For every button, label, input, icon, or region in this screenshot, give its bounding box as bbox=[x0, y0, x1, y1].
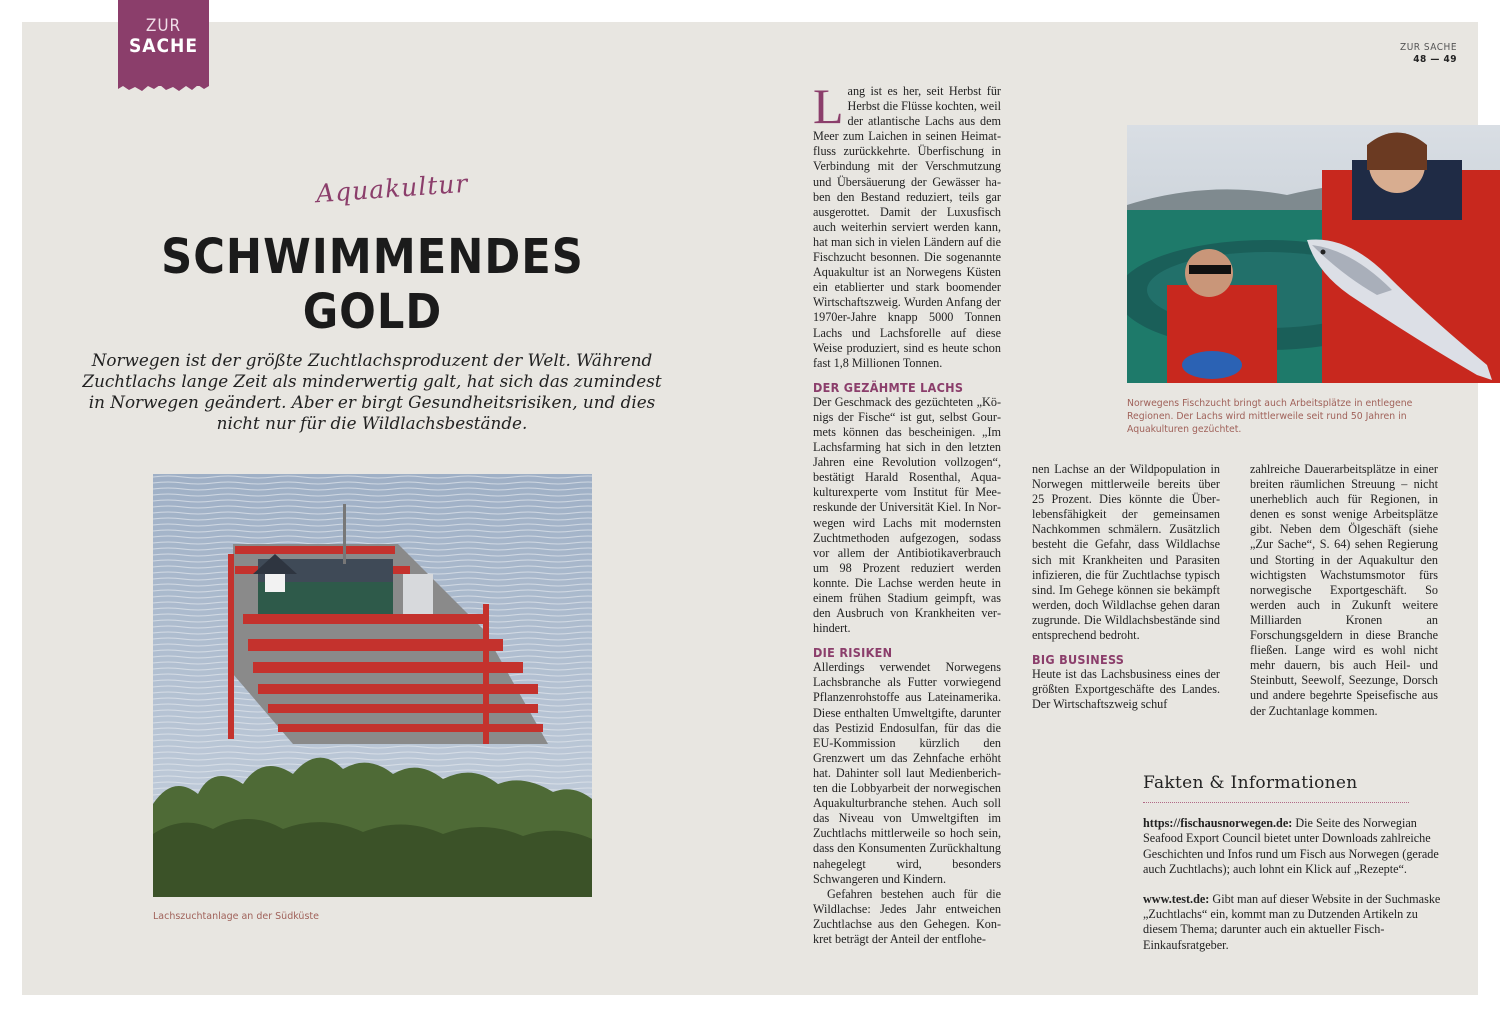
right-photo-caption: Norwegens Fischzucht bringt auch Arbeitsplätze in entlegene Regionen. Der Lachs wird mittlerweile seit rund 50 Jahren in Aquakulturen gezüchtet. bbox=[1127, 398, 1413, 435]
fact-text: Gibt man auf dieser Website in der Suchmaske „Zuchtlachs“ ein, kommt man zu Dutzenden Artikeln zu diesem Thema; darunter auch ein aktueller Fisch-Einkaufsratgeber. bbox=[1143, 892, 1441, 952]
section-tab-line1: ZUR bbox=[145, 16, 182, 36]
fish-farm-photo bbox=[153, 474, 592, 897]
article-column-1 bbox=[813, 78, 1001, 947]
dotted-divider bbox=[1143, 802, 1409, 803]
subheading-gezaehmte-lachs: DER GEZÄHMTE LACHS bbox=[813, 379, 964, 395]
page-numbers: 48 — 49 bbox=[1413, 54, 1457, 65]
left-photo-caption: Lachszuchtanlage an der Südküste bbox=[153, 911, 319, 922]
article-paragraph: Gefahren bestehen auch für die Wildlachse: Jedes Jahr entweichen Zuchtlachse aus den Gehegen. Konkret beträgt der Anteil der entflohe- bbox=[813, 886, 1001, 946]
headline bbox=[160, 230, 585, 340]
brush-edge bbox=[118, 82, 209, 92]
article-column-3 bbox=[1250, 462, 1438, 719]
drop-cap: L bbox=[813, 78, 844, 134]
facts-box bbox=[1143, 773, 1443, 968]
lead-paragraph: Norwegen ist der größte Zuchtlachsproduzent der Welt. Während Zuchtlachs lange Zeit als minderwertig galt, hat sich das zumindest in Norwegen geändert. Aber er birgt Gesundheitsrisiken, und dies nicht nur für die Wildlachsbestände. bbox=[82, 350, 662, 433]
subheading-risiken: DIE RISIKEN bbox=[813, 645, 893, 661]
section-tab-line2: SACHE bbox=[128, 35, 199, 57]
fact-link[interactable]: https://fischausnorwegen.de: bbox=[1143, 816, 1293, 831]
fact-link[interactable]: www.test.de: bbox=[1143, 892, 1210, 907]
article-paragraph: zahlreiche Dauerarbeitsplätze in einer breiten räumlichen Streuung – nicht unerheblich auch für Regionen, in denen es sonst wenige Arbeitsplätze gibt. Neben dem Ölgeschäft (siehe „Zur Sache“, S. 64) sehen Regierung und Storting in der Aquakultur den wichtigsten Wachstumsmotor fürs norwegische Exportgeschäft. So werden auch in Zukunft weitere Milliarden Kronen an Forschungsgeldern in diese Branche fließen. Lange wird es wohl nicht mehr dauern, bis auch Heil- und Steinbutt, Seewolf, Seezunge, Dorsch und andere begehrte Speisefische aus der Zuchtanlage kommen. bbox=[1250, 462, 1438, 718]
folio-section: ZUR SACHE bbox=[1400, 42, 1457, 53]
article-paragraph: Der Geschmack des gezüchteten „Königs der Fische“ ist gut, selbst Gourmets können das bescheinigen. „Im Lachsfarming hat sich in den letzten Jahren eine Revolution vollzogen“, bestätigt Harald Rosenthal, Aquakulturexperte vom Institut für Meereskunde der Universität Kiel. In Norwegen wird Lachs mit modernsten Zuchtmethoden aufgezogen, sodass vor allem der Antibiotikaverbrauch um 98 Prozent reduziert werden konnte. Die Lachse werden heute in einem frühen Stadium geimpft, was den Ausbruch von Krankheiten verhindert. bbox=[813, 394, 1001, 636]
fact-item bbox=[1143, 892, 1443, 953]
article-paragraph: nen Lachse an der Wildpopulation in Norwegen mittlerweile bereits über 25 Prozent. Dies könnte die Überlebensfähigkeit der gemeinsamen Nachkommen schmälern. Zusätzlich besteht die Gefahr, dass Wildlachse sich mit Krankheiten und Parasiten infizieren, die für Zuchtlachse typisch sind. Im Gehege können sie bekämpft werden, doch Wildlachse gehen daran zugrunde. Die Wildlachsbestände sind entsprechend bedroht. bbox=[1032, 462, 1220, 643]
fact-item bbox=[1143, 816, 1443, 877]
article-intro: ang ist es her, seit Herbst für Herbst die Flüsse kochten, weil der atlantische Lachs aus dem Meer zum Laichen in seinen Heimatfluss zurückkehrte. Überfischung in Verbindung mit der Verschmutzung und Übersäuerung der Gewässer haben den Bestand reduziert, teils gar ausgerottet. Damit der Luxusfisch auch weiterhin serviert werden kann, hat man sich in vielen Ländern auf die Fischzucht besonnen. Die sogenannte Aquakultur ist an Norwegens Küsten ein etablierter und stark boomender Wirtschaftszweig. Wurden Anfang der 1970er-Jahre knapp 5000 Tonnen Lachs und Lachsforelle auf diese Weise produziert, sind es heute schon fast 1,8 Millionen Tonnen. bbox=[813, 84, 1001, 370]
headline-line1: SCHWIMMENDES bbox=[161, 229, 584, 285]
subheading-big-business: BIG BUSINESS bbox=[1032, 652, 1125, 668]
kicker: Aquakultur bbox=[315, 168, 470, 209]
article-paragraph: Allerdings verwendet Norwegens Lachsbranche als Futter vorwiegend Pflanzenrohstoffe aus Lateinamerika. Diese enthalten Umweltgifte, darunter das Pestizid Endosulfan, für das die EU-Kommission kürzlich den Grenzwert um das Zehnfache erhöht hat. Dahinter soll laut Medienberichten die Lobbyarbeit der norwegischen Aquakulturbranche stehen. Auch soll das Niveau von Umweltgiften im Zuchtlachs mittlerweile so hoch sein, dass den Konsumenten Zurückhaltung nahegelegt wird, besonders Schwangeren und Kindern. bbox=[813, 660, 1001, 886]
salmon-workers-photo bbox=[1127, 125, 1500, 383]
fact-text: Die Seite des Norwegian Seafood Export Council bietet unter Downloads zahlreiche Geschichten und Infos rund um Fisch aus Norwegen (gerade auch Zuchtlachs); auch lohnt ein Klick auf „Rezepte“. bbox=[1143, 816, 1439, 876]
article-column-2 bbox=[1032, 462, 1220, 712]
folio bbox=[1400, 42, 1457, 66]
article-paragraph: Heute ist das Lachsbusiness eines der größten Exportgeschäfte des Landes. Der Wirtschaftszweig schuf bbox=[1032, 667, 1220, 712]
headline-line2: GOLD bbox=[302, 284, 443, 340]
section-tab bbox=[118, 0, 209, 86]
facts-title: Fakten & Informationen bbox=[1143, 773, 1358, 793]
